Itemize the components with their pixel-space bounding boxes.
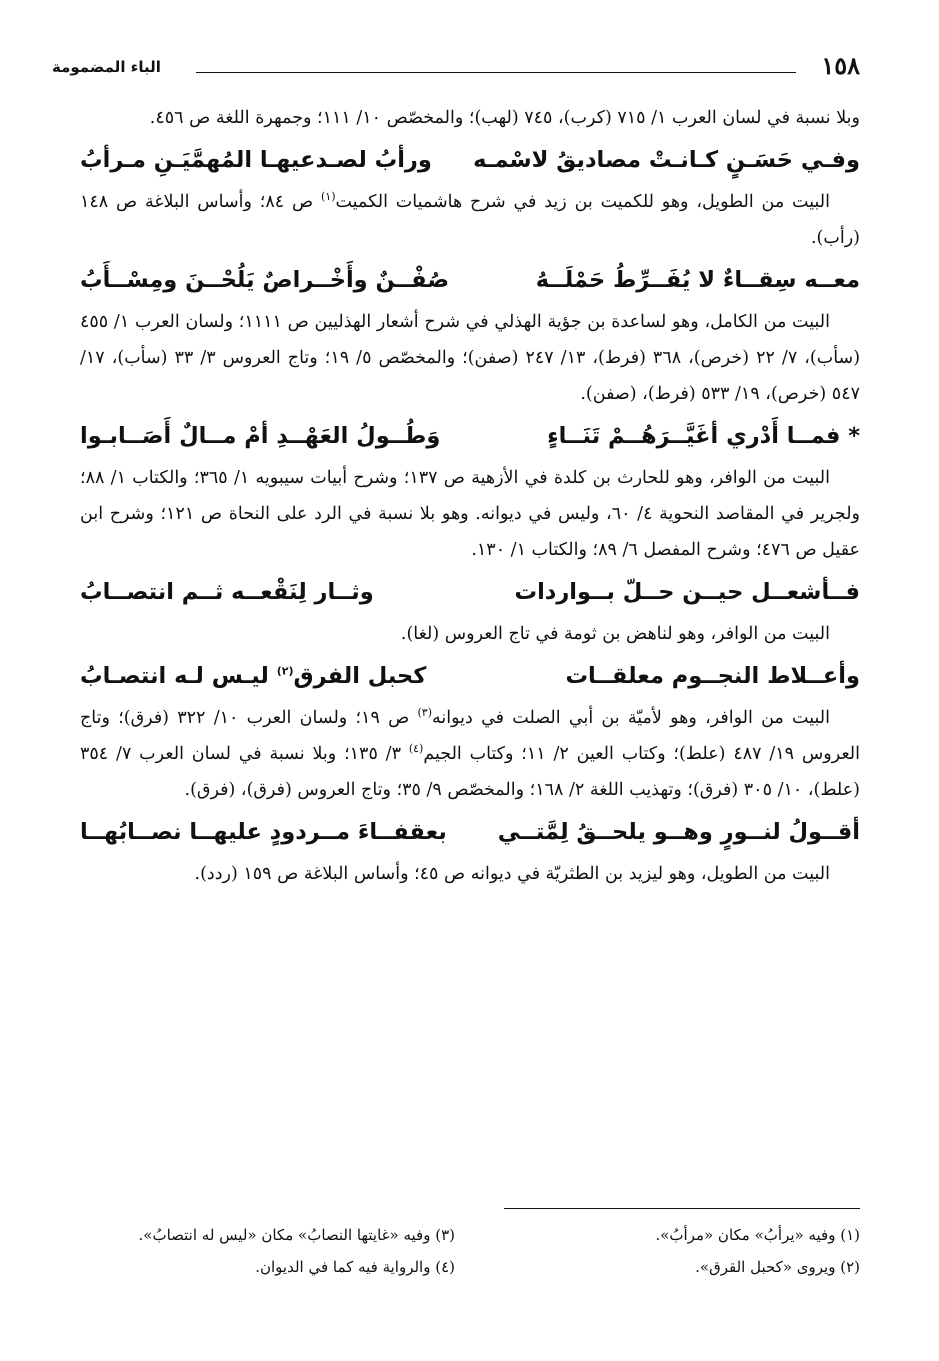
citation-text: ص ١٩؛ ولسان العرب ١٠/ ٣٢٢ (فرق)؛ وتاج العروس ١٩/ ٤٨٧ (علط)؛ وكتاب العين ٢/ ١١؛ وكتاب الجيم bbox=[80, 708, 860, 764]
citation-paragraph: البيت من الطويل، وهو ليزيد بن الطثريّة في ديوانه ص ٤٥؛ وأساس البلاغة ص ١٥٩ (ردد). bbox=[194, 864, 830, 884]
citation-paragraph: وبلا نسبة في لسان العرب ١/ ٧١٥ (كرب)، ٧٤٥ (لهب)؛ والمخصّص ١٠/ ١١١؛ وجمهرة اللغة ص ٤٥٦. bbox=[149, 108, 860, 128]
verse-line bbox=[80, 256, 860, 304]
footnotes bbox=[80, 1222, 860, 1280]
running-title: الباء المضمومة bbox=[52, 58, 161, 76]
citation-paragraph: البيت من الوافر، وهو للحارث بن كلدة في الأزهية ص ١٣٧؛ وشرح أبيات سيبويه ١/ ٣٦٥؛ والكتاب ١/ ٨٨؛ ولجرير في المقاصد النحوية ٤/ ٦٠، وليس في ديوانه. وهو بلا نسبة في الرد على النحاة ص ١٢١؛ وشرح ابن عقيل ص ٤٧٦؛ وشرح المفصل ٦/ ٨٩؛ والكتاب ١/ ١٣٠. bbox=[80, 468, 860, 560]
page-header bbox=[52, 44, 860, 80]
verse-first-hemistich: معــه سِقــاءٌ لا يُفَــرِّطُ حَمْلَــهُ bbox=[535, 267, 860, 293]
footnote-2: (٢) ويروى «كحبل القرق». bbox=[695, 1258, 860, 1276]
verse-line bbox=[80, 412, 860, 460]
verse-line bbox=[80, 136, 860, 184]
verse-line bbox=[80, 568, 860, 616]
verse-first-hemistich: فــأشعــل حيــن حــلّ بــواردات bbox=[514, 579, 860, 605]
citation-text: ٣/ ١٣٥؛ وبلا نسبة في لسان العرب ٧/ ٣٥٤ (علط)، ١٠/ ٣٠٥ (فرق)؛ وتهذيب اللغة ٢/ ١٦٨؛ والمخصّص ٩/ ٣٥؛ وتاج العروس (فرق)، (فرق). bbox=[80, 744, 860, 800]
citation-paragraph bbox=[80, 184, 860, 256]
citation-paragraph: البيت من الكامل، وهو لساعدة بن جؤية الهذلي في شرح أشعار الهذليين ص ١١١١؛ ولسان العرب ١/ ٤٥٥ (سأب)، ٧/ ٢٢ (خرص)، ٣٦٨ (فرط)، ١٣/ ٢٤٧ (صفن)؛ والمخصّص ٥/ ١٩؛ وتاج العروس ٣/ ٣٣ (سأب)، ١٧/ ٥٤٧ (خرص)، ١٩/ ٥٣٣ (فرط)، (صفن). bbox=[80, 312, 861, 404]
citation-text: البيت من الطويل، وهو للكميت بن زيد في شرح هاشميات الكميت bbox=[335, 192, 830, 212]
verse-second-hemistich: صُفْــنٌ وأَخْــراصٌ يَلُحْــنَ ومِسْــأَبُ bbox=[80, 267, 450, 293]
citation-text: البيت من الوافر، وهو لأميّة بن أبي الصلت في ديوانه bbox=[432, 708, 830, 728]
verse-line bbox=[80, 652, 860, 700]
footnote-ref: (١) bbox=[320, 190, 336, 204]
verse-first-hemistich: * فمــا أَدْري أغَيَّــرَهُــمْ تَنَــاءٍ bbox=[547, 423, 860, 449]
verse-first-hemistich: وفـي حَسَـنٍ كـانـتْ مصاديقُ لاسْمـه bbox=[473, 147, 860, 173]
footnote-ref: (٢) bbox=[276, 664, 294, 678]
footnote-ref: (٣) bbox=[417, 706, 433, 720]
footnote-rule bbox=[504, 1208, 860, 1209]
hemistich-text: ليـس لـه انتصـابُ bbox=[80, 663, 277, 689]
hemistich-text: كحبل الفرق bbox=[293, 663, 427, 689]
footnote-1: (١) وفيه «يرأبُ» مكان «مرأبُ». bbox=[655, 1226, 860, 1244]
citation-paragraph bbox=[80, 700, 860, 808]
citation-paragraph: البيت من الوافر، وهو لناهض بن ثومة في تاج العروس (لغا). bbox=[400, 624, 830, 644]
header-rule bbox=[196, 72, 796, 73]
verse-second-hemistich: وَطُــولُ العَهْــدِ أمْ مــالٌ أَصَــابـوا bbox=[80, 423, 441, 449]
footnote-ref: (٤) bbox=[408, 742, 424, 756]
page-number: ١٥٨ bbox=[821, 51, 860, 80]
verse-second-hemistich: ورأبُ لصـدعيهـا المُهمَّيَـنِ مـرأبُ bbox=[80, 147, 432, 173]
footnote-3: (٣) وفيه «غايتها النصابُ» مكان «ليس له انتصابُ». bbox=[138, 1226, 455, 1244]
page-body bbox=[80, 100, 860, 892]
footnote-4: (٤) والرواية فيه كما في الديوان. bbox=[255, 1258, 455, 1276]
citation-text: ص ٨٤؛ وأساس البلاغة ص ١٤٨ (رأب). bbox=[80, 192, 860, 248]
verse-second-hemistich: وثــار لِنَقْعــه ثــم انتصــابُ bbox=[80, 579, 374, 605]
verse-second-hemistich: بعقفــاءَ مــردودٍ عليهــا نصــابُهــا bbox=[80, 819, 447, 845]
verse-line bbox=[80, 808, 860, 856]
verse-first-hemistich: وأعــلاط النجــوم معلقــات bbox=[565, 663, 860, 689]
verse-second-hemistich bbox=[80, 652, 426, 700]
verse-first-hemistich: أقــولُ لنــورٍ وهــو يلحــقُ لِمَّتــي bbox=[497, 819, 860, 845]
